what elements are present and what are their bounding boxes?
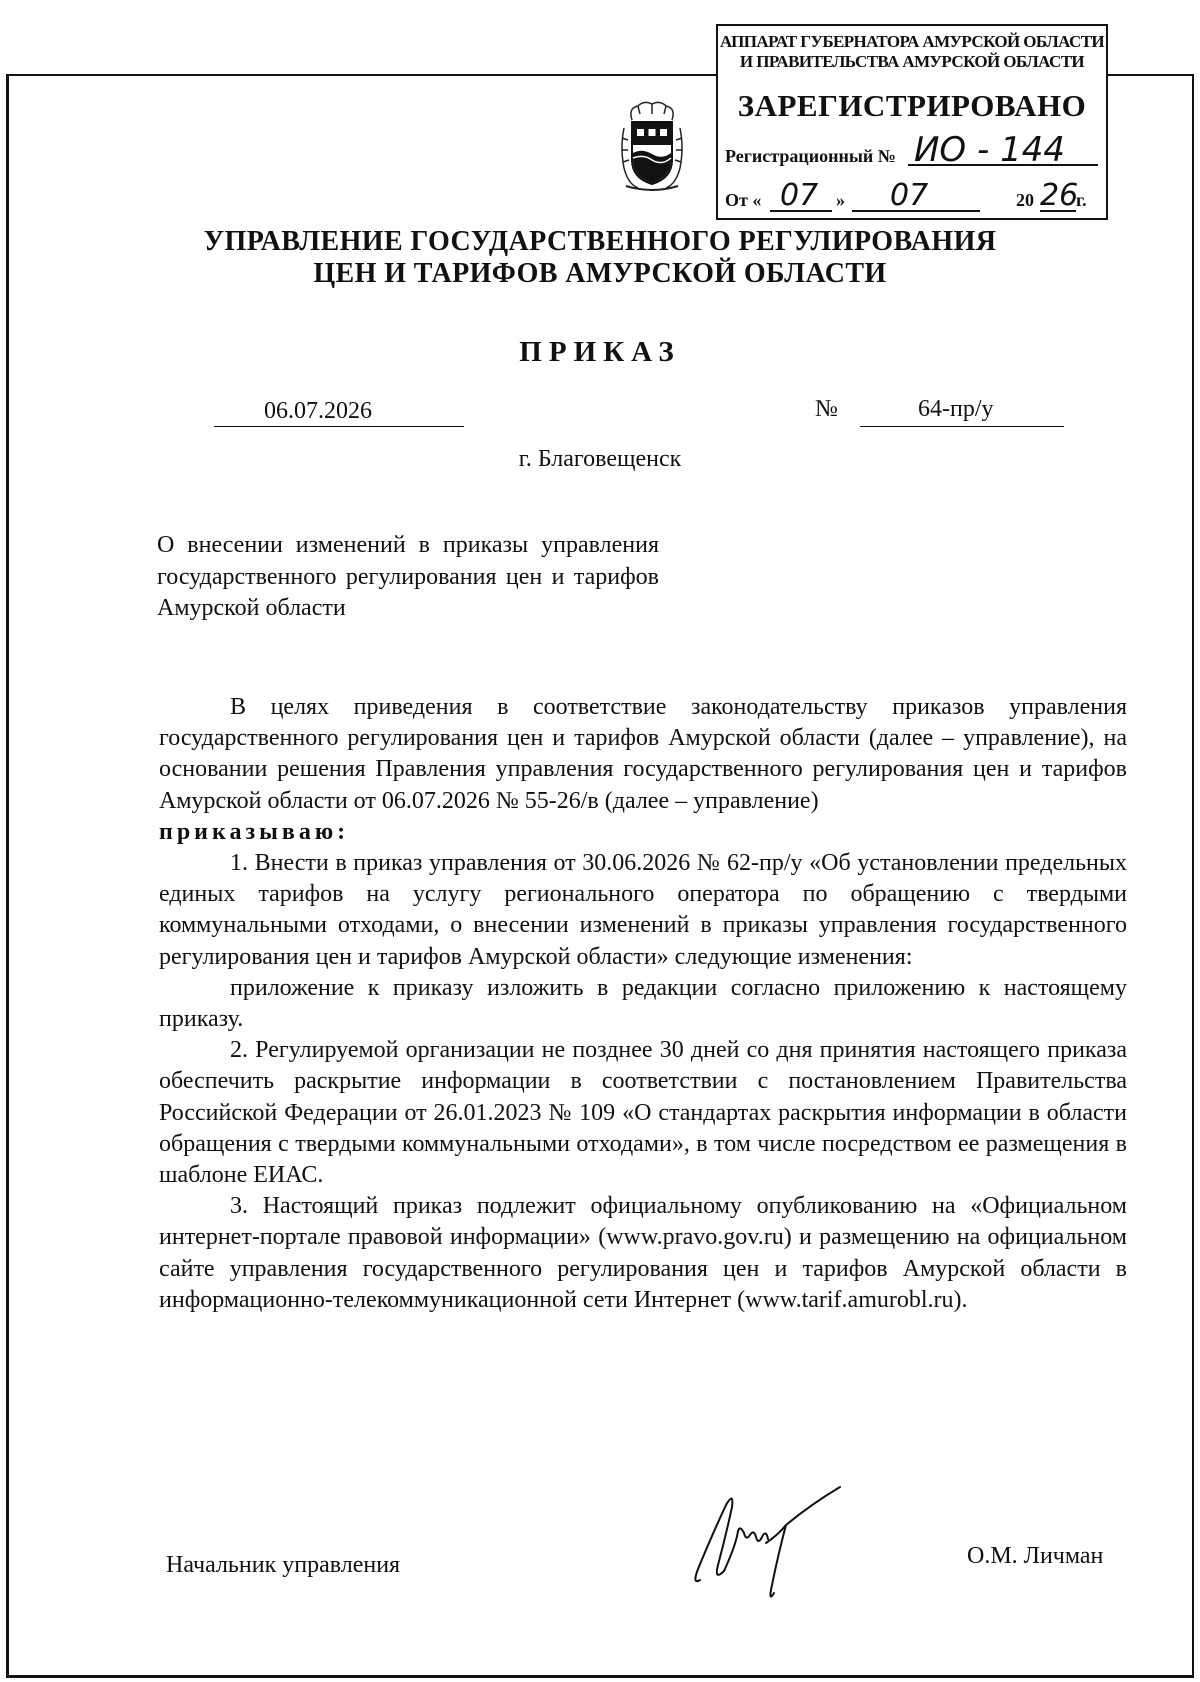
stamp-year-unit: г. [1076, 190, 1087, 210]
stamp-from-label: От « [725, 190, 762, 210]
stamp-quote-close: » [836, 190, 845, 210]
handwritten-signature [690, 1485, 870, 1610]
stamp-reg-number-label: Регистрационный № [725, 146, 896, 166]
item-3-paragraph: 3. Настоящий приказ подлежит официальному опубликованию на «Официальном интернет-портале правовой информации» (www.pravo.gov.ru) и размещению на официальном сайте управления государственного регулирования цен и тарифов Амурской области в информационно-телекоммуникационной сети Интернет (www.tarif.amurobl.ru). [159, 1193, 1127, 1313]
stamp-month: 07 [890, 178, 929, 213]
order-directive [159, 817, 1127, 848]
order-subject: О внесении изменений в приказы управления государственного регулирования цен и тарифов Амурской области [157, 532, 659, 621]
signatory-name: О.М. Личман [967, 1543, 1104, 1569]
agency-name-line1: УПРАВЛЕНИЕ ГОСУДАРСТВЕННОГО РЕГУЛИРОВАНИЯ [203, 226, 997, 257]
document-type-title: ПРИКАЗ [519, 336, 681, 368]
order-word: приказываю: [159, 818, 350, 845]
item-2-paragraph: 2. Регулируемой организации не позднее 30 дней со дня принятия настоящего приказа обеспечить раскрытие информации в соответствии с постановлением Правительства Российской Федерации от 26.01.2023 № 109 «О стандартах раскрытия информации в области обращения с твердыми коммунальными отходами», в том числе посредством ее размещения в шаблоне ЕИАС. [159, 1037, 1127, 1189]
stamp-org-line2: И ПРАВИТЕЛЬСТВА АМУРСКОЙ ОБЛАСТИ [739, 52, 1085, 71]
order-number-sign: № [815, 396, 838, 422]
registration-stamp [716, 24, 1108, 220]
agency-name-line2: ЦЕН И ТАРИФОВ АМУРСКОЙ ОБЛАСТИ [313, 258, 887, 289]
order-number-underline [860, 426, 1064, 427]
stamp-year-prefix: 20 [1016, 190, 1034, 210]
stamp-registered-label: ЗАРЕГИСТРИРОВАНО [737, 88, 1087, 123]
item-1-paragraph: 1. Внести в приказ управления от 30.06.2026 № 62-пр/у «Об установлении предельных единых тарифов на услугу регионального оператора по обращению с твердыми коммунальными отходами, о внесении изменений в приказы управления государственного регулирования цен и тарифов Амурской области» следующие изменения: [159, 850, 1127, 970]
stamp-day: 07 [780, 178, 819, 213]
stamp-reg-number: ИО - 144 [914, 130, 1065, 170]
stamp-org-line1: АППАРАТ ГУБЕРНАТОРА АМУРСКОЙ ОБЛАСТИ [719, 32, 1105, 51]
stamp-year-suffix: 26 [1040, 178, 1079, 213]
item-1-subparagraph: приложение к приказу изложить в редакции согласно приложению к настоящему приказу. [159, 974, 1127, 1033]
preamble-paragraph: В целях приведения в соответствие законодательству приказов управления государственного регулирования цен и тарифов Амурской области (далее – управление), на основании решения Правления управления государственного регулирования цен и тарифов Амурской области от 06.07.2026 № 55-26/в (далее – управление) [159, 694, 1127, 814]
signatory-position: Начальник управления [166, 1552, 401, 1578]
order-date: 06.07.2026 [264, 398, 372, 424]
order-number: 64-пр/у [918, 396, 994, 422]
city-line: г. Благовещенск [518, 446, 682, 472]
coat-of-arms-emblem [618, 98, 686, 194]
order-date-underline [214, 426, 464, 427]
order-body [159, 692, 1127, 1316]
